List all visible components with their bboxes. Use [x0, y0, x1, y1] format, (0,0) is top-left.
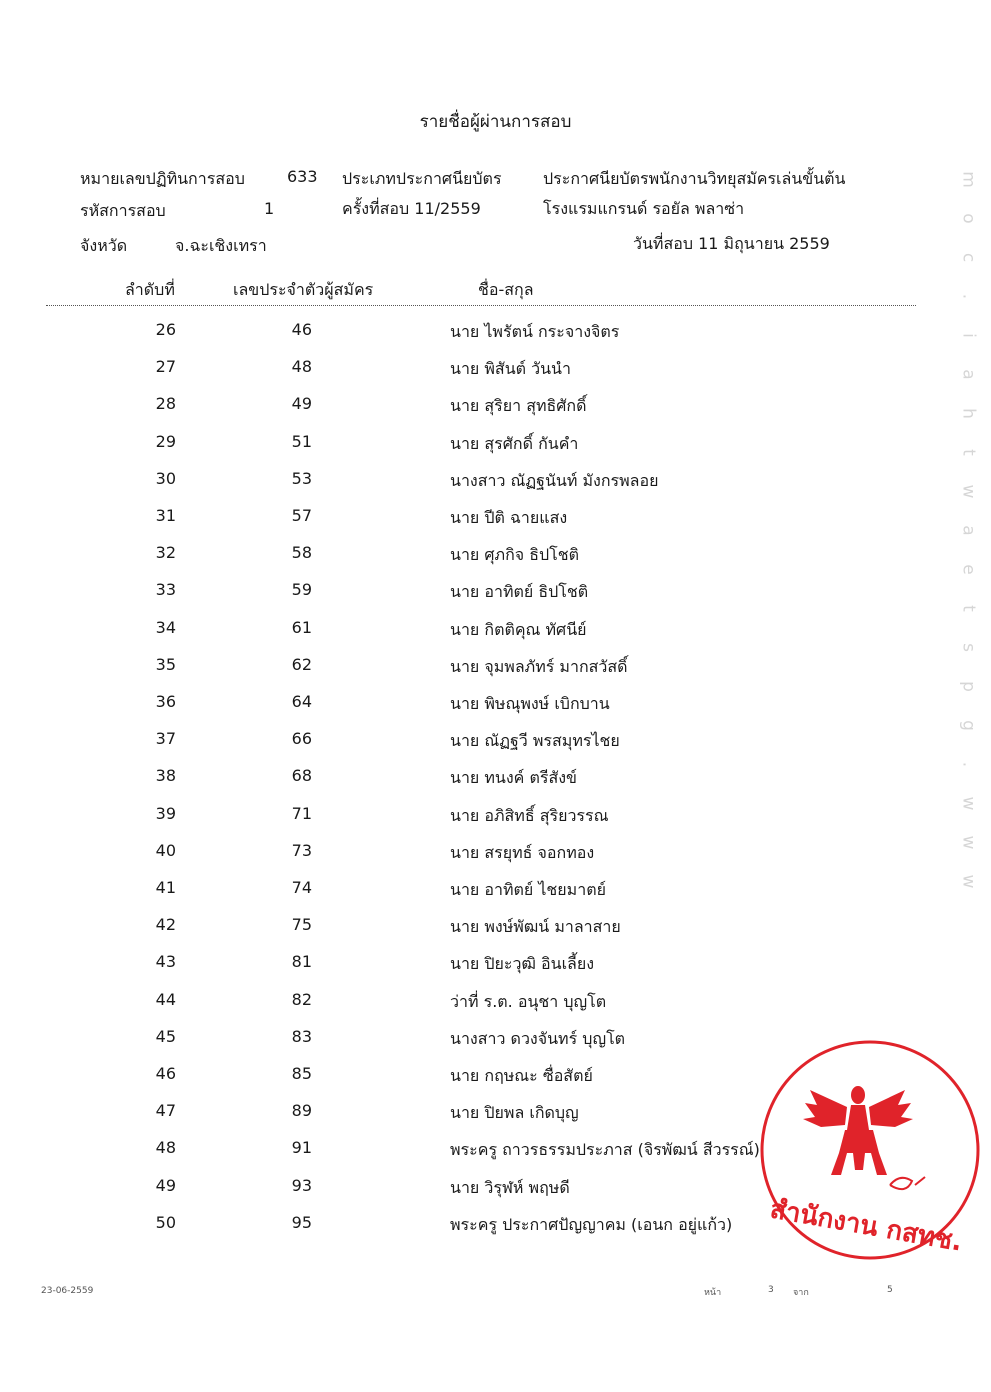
row-full-name: นาย ทนงค์ ตรีสังข์ — [450, 768, 577, 788]
row-applicant-id: 82 — [291, 989, 312, 1009]
row-full-name: นาย ปีติ ฉายแสง — [450, 508, 568, 527]
watermark-letter: m — [958, 171, 979, 188]
row-full-name: พระครู ประกาศปัญญาคม (เอนก อยู่แก้ว) — [450, 1214, 733, 1234]
table-row — [0, 357, 991, 394]
header-divider — [46, 305, 916, 306]
row-seq-number: 30 — [155, 468, 176, 488]
watermark-letter: w — [958, 484, 979, 499]
row-applicant-id: 93 — [291, 1175, 312, 1195]
row-full-name: นางสาว ดวงจันทร์ บุญโต — [450, 1028, 626, 1048]
exam-code-label: รหัสการสอบ — [80, 201, 166, 220]
row-applicant-id: 59 — [291, 580, 312, 600]
row-applicant-id: 75 — [291, 915, 312, 935]
watermark-letter: h — [958, 408, 979, 419]
row-full-name: พระครู ถาวรธรรมประภาส (จิรพัฒน์ สีวรรณ์) — [450, 1140, 760, 1160]
watermark-letter: t — [958, 449, 979, 456]
table-row — [0, 506, 991, 543]
row-full-name: นางสาว ณัฏฐนันท์ มังกรพลอย — [450, 470, 659, 490]
province-label: จังหวัด — [80, 236, 128, 255]
row-full-name: ว่าที่ ร.ต. อนุชา บุญโต — [450, 991, 607, 1011]
row-applicant-id: 62 — [291, 654, 312, 674]
row-seq-number: 27 — [155, 357, 176, 377]
official-seal-stamp — [755, 1035, 985, 1270]
row-applicant-id: 95 — [291, 1212, 312, 1232]
row-seq-number: 41 — [155, 878, 176, 897]
row-seq-number: 26 — [155, 320, 176, 339]
row-applicant-id: 49 — [291, 394, 312, 414]
row-seq-number: 44 — [155, 989, 176, 1009]
row-full-name: นาย พงษ์พัฒน์ มาลาสาย — [450, 917, 621, 937]
row-applicant-id: 48 — [291, 357, 312, 377]
row-applicant-id: 71 — [291, 803, 312, 823]
row-seq-number: 34 — [155, 617, 176, 637]
print-date: 23-06-2559 — [41, 1286, 94, 1296]
row-seq-number: 33 — [155, 580, 176, 600]
row-applicant-id: 58 — [291, 543, 312, 563]
row-full-name: นาย ณัฏฐวี พรสมุทรไชย — [450, 731, 620, 751]
watermark-letter: w — [958, 796, 979, 811]
row-seq-number: 47 — [155, 1101, 176, 1121]
watermark-letter: o — [958, 213, 979, 224]
row-seq-number: 29 — [155, 431, 176, 451]
row-full-name: นาย วิรุฬห์ พฤษดี — [450, 1177, 570, 1197]
table-row — [0, 655, 991, 692]
watermark-letter: e — [958, 564, 979, 575]
table-row — [0, 766, 991, 803]
row-seq-number: 39 — [155, 803, 176, 823]
watermark-letter: a — [958, 525, 979, 536]
watermark-letter: w — [958, 835, 979, 850]
table-row — [0, 320, 991, 357]
row-seq-number: 32 — [155, 543, 176, 563]
row-full-name: นาย กิตติคุณ ทัศนีย์ — [450, 619, 587, 639]
row-applicant-id: 83 — [291, 1026, 312, 1046]
row-applicant-id: 74 — [291, 878, 312, 897]
stamp-text: สำนักงาน กสทช. — [767, 1194, 965, 1258]
row-applicant-id: 73 — [291, 840, 312, 860]
table-row — [0, 618, 991, 655]
row-seq-number: 40 — [155, 840, 176, 860]
of-label: จาก — [793, 1288, 809, 1298]
exam-schedule-label: หมายเลขปฏิทินการสอบ — [80, 169, 245, 188]
row-applicant-id: 89 — [291, 1101, 312, 1121]
row-full-name: นาย อาทิตย์ ธิปโชติ — [450, 582, 589, 602]
row-full-name: นาย สรยุทธ์ จอกทอง — [450, 842, 595, 862]
row-full-name: นาย สุรศักดิ์ กันคำ — [450, 433, 579, 453]
table-row — [0, 469, 991, 506]
total-pages: 5 — [887, 1285, 893, 1295]
row-full-name: นาย กฤษณะ ซื่อสัตย์ — [450, 1066, 593, 1085]
row-applicant-id: 51 — [291, 431, 312, 451]
row-seq-number: 48 — [155, 1138, 176, 1158]
table-row — [0, 432, 991, 469]
watermark-letter: . — [958, 293, 979, 300]
vertical-watermark — [958, 160, 978, 901]
table-row — [0, 804, 991, 841]
row-full-name: นาย ไพรัตน์ กระจางจิตร — [450, 322, 620, 341]
table-row — [0, 878, 991, 915]
exam-date: วันที่สอบ 11 มิถุนายน 2559 — [633, 234, 830, 253]
row-full-name: นาย อาทิตย์ ไชยมาตย์ — [450, 880, 606, 899]
row-applicant-id: 46 — [291, 320, 312, 339]
row-applicant-id: 57 — [291, 506, 312, 525]
watermark-letter: p — [958, 681, 979, 692]
row-applicant-id: 81 — [291, 952, 312, 972]
table-row — [0, 394, 991, 431]
row-seq-number: 35 — [155, 654, 176, 674]
table-row — [0, 543, 991, 580]
watermark-letter: c — [958, 252, 979, 263]
row-full-name: นาย พิษณุพงษ์ เบิกบาน — [450, 694, 610, 713]
page-label: หน้า — [704, 1288, 722, 1298]
table-row — [0, 952, 991, 989]
watermark-letter: w — [958, 874, 979, 889]
table-row — [0, 990, 991, 1027]
column-header-applicant-id: เลขประจำตัวผู้สมัคร — [233, 280, 374, 299]
watermark-letter: i — [958, 333, 979, 338]
watermark-letter: . — [958, 761, 979, 768]
table-row — [0, 580, 991, 617]
row-seq-number: 36 — [155, 692, 176, 711]
table-row — [0, 915, 991, 952]
row-seq-number: 31 — [155, 506, 176, 525]
page-number: 3 — [768, 1285, 774, 1295]
row-full-name: นาย ปิยพล เกิดบุญ — [450, 1103, 579, 1123]
row-full-name: นาย พิสันต์ วันนำ — [450, 359, 571, 379]
row-full-name: นาย อภิสิทธิ์ สุริยวรรณ — [450, 805, 609, 825]
watermark-letter: s — [958, 643, 979, 652]
row-full-name: นาย ปิยะวุฒิ อินเลี้ยง — [450, 954, 595, 974]
row-seq-number: 37 — [155, 729, 176, 749]
row-full-name: นาย ศุภกิจ ธิปโชติ — [450, 545, 579, 565]
page-title: รายชื่อผู้ผ่านการสอบ — [419, 112, 572, 132]
watermark-letter: g — [958, 720, 979, 731]
cert-type-value: ประกาศนียบัตรพนักงานวิทยุสมัครเล่นขั้นต้น — [543, 169, 846, 188]
row-full-name: นาย จุมพลภัทร์ มากสวัสดิ์ — [450, 656, 628, 676]
exam-code-value: 1 — [264, 199, 275, 218]
row-applicant-id: 64 — [291, 692, 312, 711]
row-seq-number: 46 — [155, 1064, 176, 1083]
row-applicant-id: 85 — [291, 1064, 312, 1083]
row-applicant-id: 53 — [291, 468, 312, 488]
row-applicant-id: 68 — [291, 766, 312, 786]
watermark-letter: t — [958, 605, 979, 612]
table-row — [0, 692, 991, 729]
row-applicant-id: 61 — [291, 617, 312, 637]
column-header-name: ชื่อ-สกุล — [478, 280, 534, 299]
row-seq-number: 43 — [155, 952, 176, 972]
row-seq-number: 45 — [155, 1026, 176, 1046]
watermark-letter: a — [958, 369, 979, 380]
row-seq-number: 49 — [155, 1175, 176, 1195]
exam-venue: โรงแรมแกรนด์ รอยัล พลาซ่า — [543, 199, 745, 218]
table-row — [0, 841, 991, 878]
row-applicant-id: 91 — [291, 1138, 312, 1158]
row-full-name: นาย สุริยา สุทธิศักดิ์ — [450, 396, 587, 416]
row-seq-number: 28 — [155, 394, 176, 414]
cert-type-label: ประเภทประกาศนียบัตร — [342, 169, 502, 188]
row-applicant-id: 66 — [291, 729, 312, 749]
row-seq-number: 38 — [155, 766, 176, 786]
row-seq-number: 42 — [155, 915, 176, 935]
row-seq-number: 50 — [155, 1212, 176, 1232]
province-value: จ.ฉะเชิงเทรา — [175, 236, 267, 255]
exam-round: ครั้งที่สอบ 11/2559 — [342, 199, 481, 218]
exam-schedule-value: 633 — [287, 167, 318, 186]
table-row — [0, 729, 991, 766]
column-header-seq: ลำดับที่ — [125, 280, 175, 299]
